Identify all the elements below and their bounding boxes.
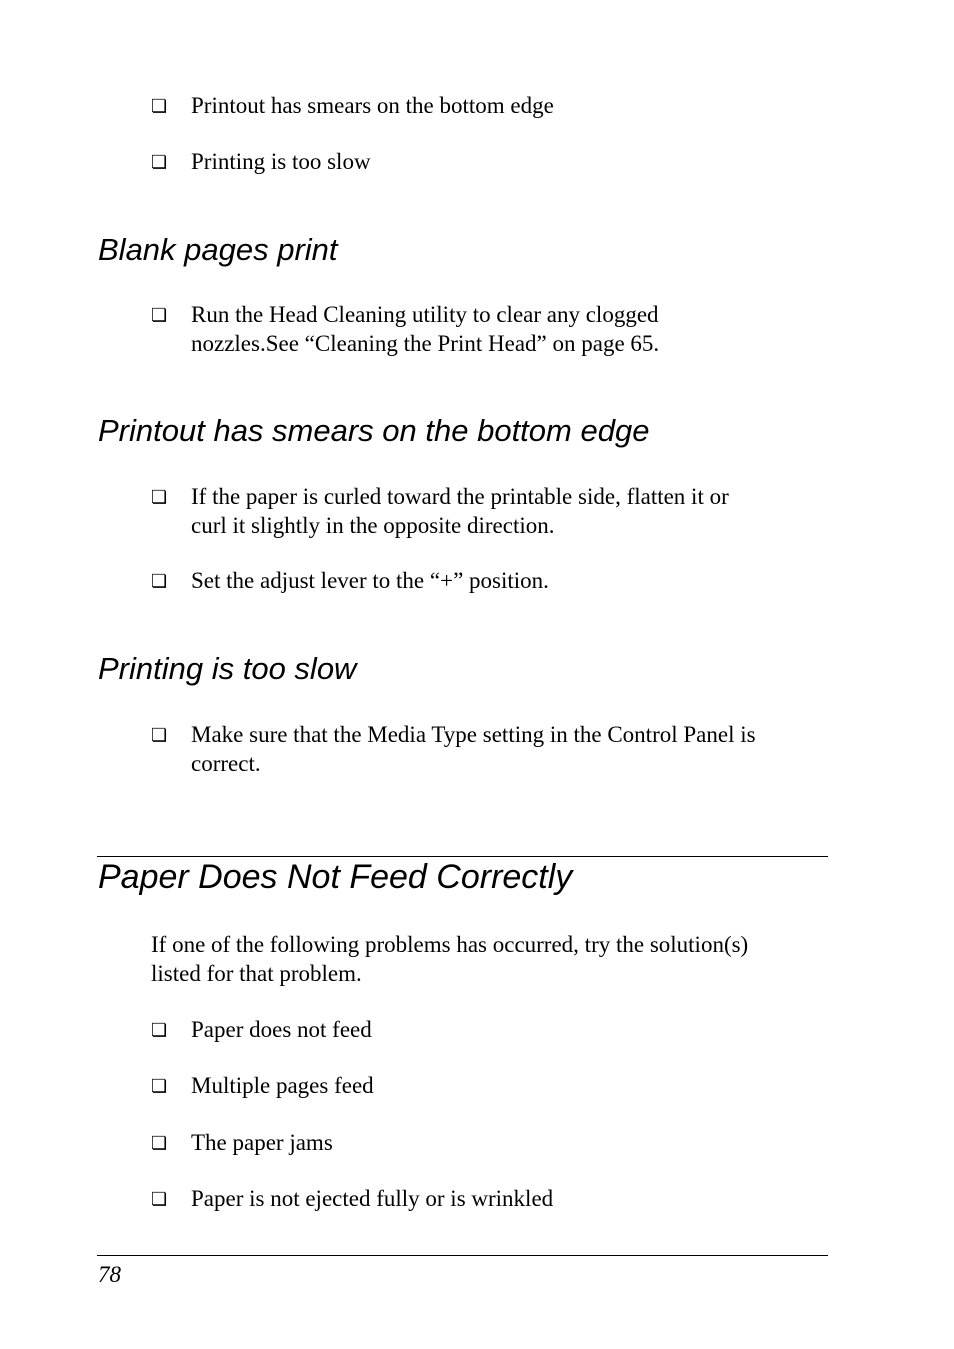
chapter-intro-line: If one of the following problems has occurred, try the solution(s)	[151, 932, 749, 957]
list-item-line: Run the Head Cleaning utility to clear any clogged	[191, 302, 659, 327]
list-item: Multiple pages feed	[191, 1073, 374, 1098]
checkbox-bullet-icon: ❏	[151, 305, 168, 326]
list-item-line: Make sure that the Media Type setting in the Control Panel is	[191, 722, 756, 747]
list-item: Set the adjust lever to the “+” position.	[191, 568, 549, 593]
checkbox-bullet-icon: ❏	[151, 1133, 168, 1154]
checkbox-bullet-icon: ❏	[151, 152, 168, 173]
list-item	[191, 301, 831, 358]
checkbox-bullet-icon: ❏	[151, 487, 168, 508]
list-item-line: correct.	[191, 750, 261, 776]
list-item	[191, 721, 831, 778]
checkbox-bullet-icon: ❏	[151, 725, 168, 746]
chapter-intro-line: listed for that problem.	[151, 960, 362, 986]
list-item-line: If the paper is curled toward the printable side, flatten it or	[191, 484, 729, 509]
list-item: Printing is too slow	[191, 149, 371, 174]
page-number: 78	[98, 1262, 121, 1287]
list-item: Paper is not ejected fully or is wrinkled	[191, 1186, 554, 1211]
chapter-intro	[151, 931, 831, 988]
section-heading-blank-pages: Blank pages print	[98, 232, 338, 267]
checkbox-bullet-icon: ❏	[151, 1189, 168, 1210]
list-item: Paper does not feed	[191, 1017, 372, 1042]
footer-rule	[97, 1255, 828, 1256]
chapter-heading: Paper Does Not Feed Correctly	[98, 858, 573, 896]
checkbox-bullet-icon: ❏	[151, 1020, 168, 1041]
list-item: Printout has smears on the bottom edge	[191, 93, 554, 118]
checkbox-bullet-icon: ❏	[151, 96, 168, 117]
section-heading-too-slow: Printing is too slow	[98, 651, 357, 686]
list-item-line: curl it slightly in the opposite direction.	[191, 512, 555, 538]
list-item-line: nozzles.See “Cleaning the Print Head” on page 65.	[191, 330, 660, 356]
checkbox-bullet-icon: ❏	[151, 1076, 168, 1097]
list-item	[191, 483, 831, 540]
section-heading-smears: Printout has smears on the bottom edge	[98, 413, 650, 448]
checkbox-bullet-icon: ❏	[151, 571, 168, 592]
list-item: The paper jams	[191, 1130, 333, 1155]
